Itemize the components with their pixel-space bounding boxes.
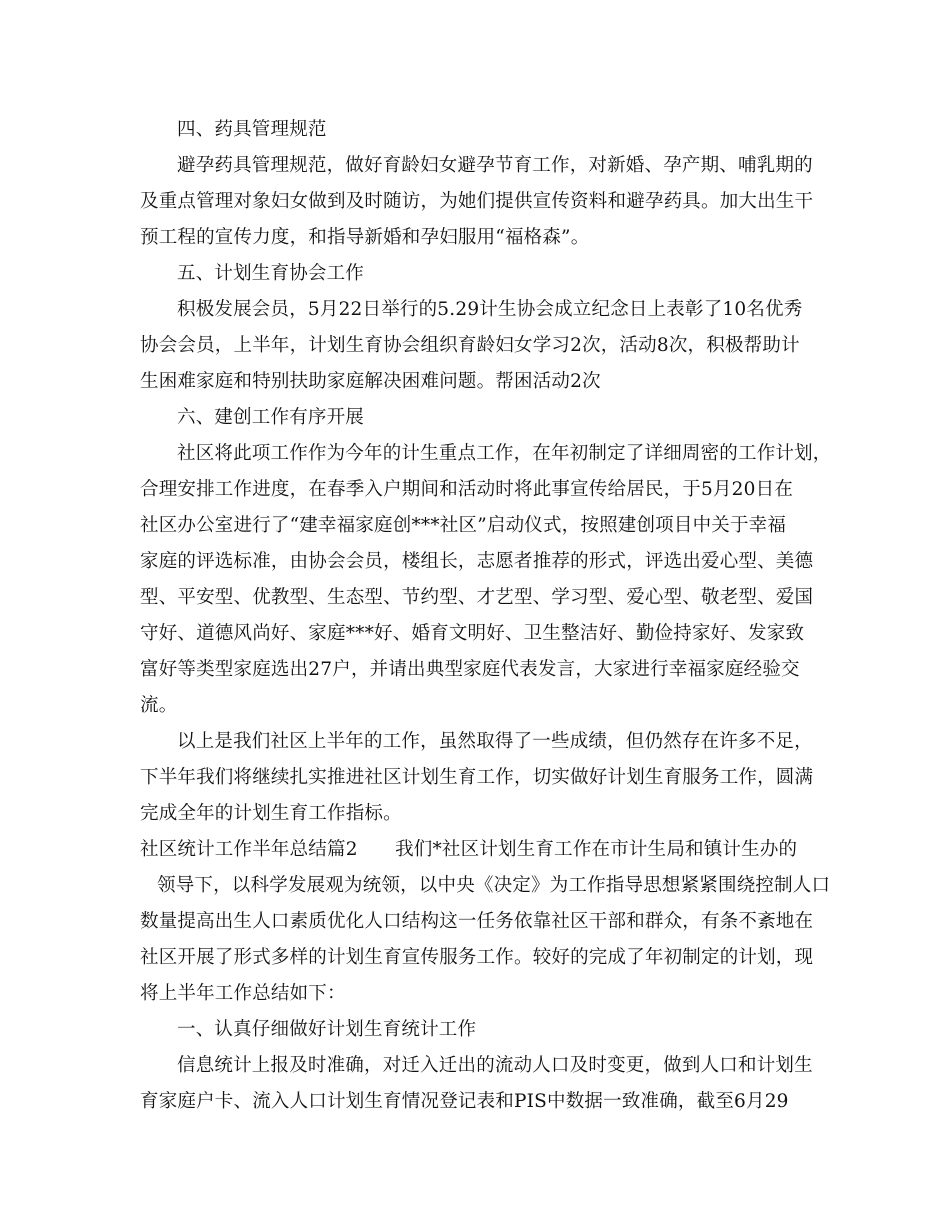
paragraph-line: 领导下，以科学发展观为统领，以中央《决定》为工作指导思想紧紧围绕控制人口 (157, 875, 831, 896)
paragraph-line: 富好等类型家庭选出27户，并请出典型家庭代表发言，大家进行幸福家庭经验交 (140, 659, 800, 680)
paragraph-line: 协会会员，上半年，计划生育协会组织育龄妇女学习2次，活动8次，积极帮助计 (140, 335, 800, 356)
paragraph-line: 将上半年工作总结如下： (140, 983, 346, 1004)
paragraph-line: 家庭的评选标准，由协会会员，楼组长，志愿者推荐的形式，评选出爱心型、美德 (140, 551, 814, 572)
paragraph-line: 社区开展了形式多样的计划生育宣传服务工作。较好的完成了年初制定的计划，现 (140, 947, 814, 968)
paragraph-line: 合理安排工作进度，在春季入户期间和活动时将此事宣传给居民，于5月20日在 (140, 479, 794, 500)
paragraph-line: 社区办公室进行了“建幸福家庭创***社区”启动仪式，按照建创项目中关于幸福 (140, 515, 787, 536)
section-heading-1: 一、认真仔细做好计划生育统计工作 (177, 1019, 477, 1040)
paragraph-line: 以上是我们社区上半年的工作，虽然取得了一些成绩，但仍然存在许多不足， (177, 731, 813, 752)
paragraph-line: 数量提高出生人口素质优化人口结构这一任务依靠社区干部和群众，有条不紊地在 (140, 911, 814, 932)
paragraph-line: 预工程的宣传力度，和指导新婚和孕妇服用“福格森”。 (140, 227, 590, 248)
section-heading-4: 四、药具管理规范 (177, 119, 327, 140)
paragraph-line: 型、平安型、优教型、生态型、节约型、才艺型、学习型、爱心型、敬老型、爱国 (140, 587, 814, 608)
paragraph-line: 社区将此项工作作为今年的计生重点工作，在年初制定了详细周密的工作计划， (177, 443, 832, 464)
paragraph-line: 及重点管理对象妇女做到及时随访，为她们提供宣传资料和避孕药具。加大出生干 (140, 191, 814, 212)
paragraph-line: 守好、道德风尚好、家庭***好、婚育文明好、卫生整洁好、勤俭持家好、发家致 (140, 623, 805, 644)
section-heading-6: 六、建创工作有序开展 (177, 407, 365, 428)
article-title-line: 社区统计工作半年总结篇2 我们*社区计划生育工作在市计生局和镇计生办的 (140, 839, 798, 860)
paragraph-line: 流。 (140, 695, 178, 716)
paragraph-line: 避孕药具管理规范，做好育龄妇女避孕节育工作，对新婚、孕产期、哺乳期的 (177, 155, 813, 176)
paragraph-line: 完成全年的计划生育工作指标。 (140, 803, 402, 824)
section-heading-5: 五、计划生育协会工作 (177, 263, 365, 284)
paragraph-line: 积极发展会员，5月22日举行的5.29计生协会成立纪念日上表彰了10名优秀 (177, 299, 803, 320)
paragraph-line: 下半年我们将继续扎实推进社区计划生育工作，切实做好计划生育服务工作，圆满 (140, 767, 814, 788)
paragraph-line: 生困难家庭和特别扶助家庭解决困难问题。帮困活动2次 (140, 371, 601, 392)
paragraph-line: 育家庭户卡、流入人口计划生育情况登记表和PIS中数据一致准确，截至6月29 (140, 1091, 789, 1112)
paragraph-line: 信息统计上报及时准确，对迁入迁出的流动人口及时变更，做到人口和计划生 (177, 1055, 813, 1076)
